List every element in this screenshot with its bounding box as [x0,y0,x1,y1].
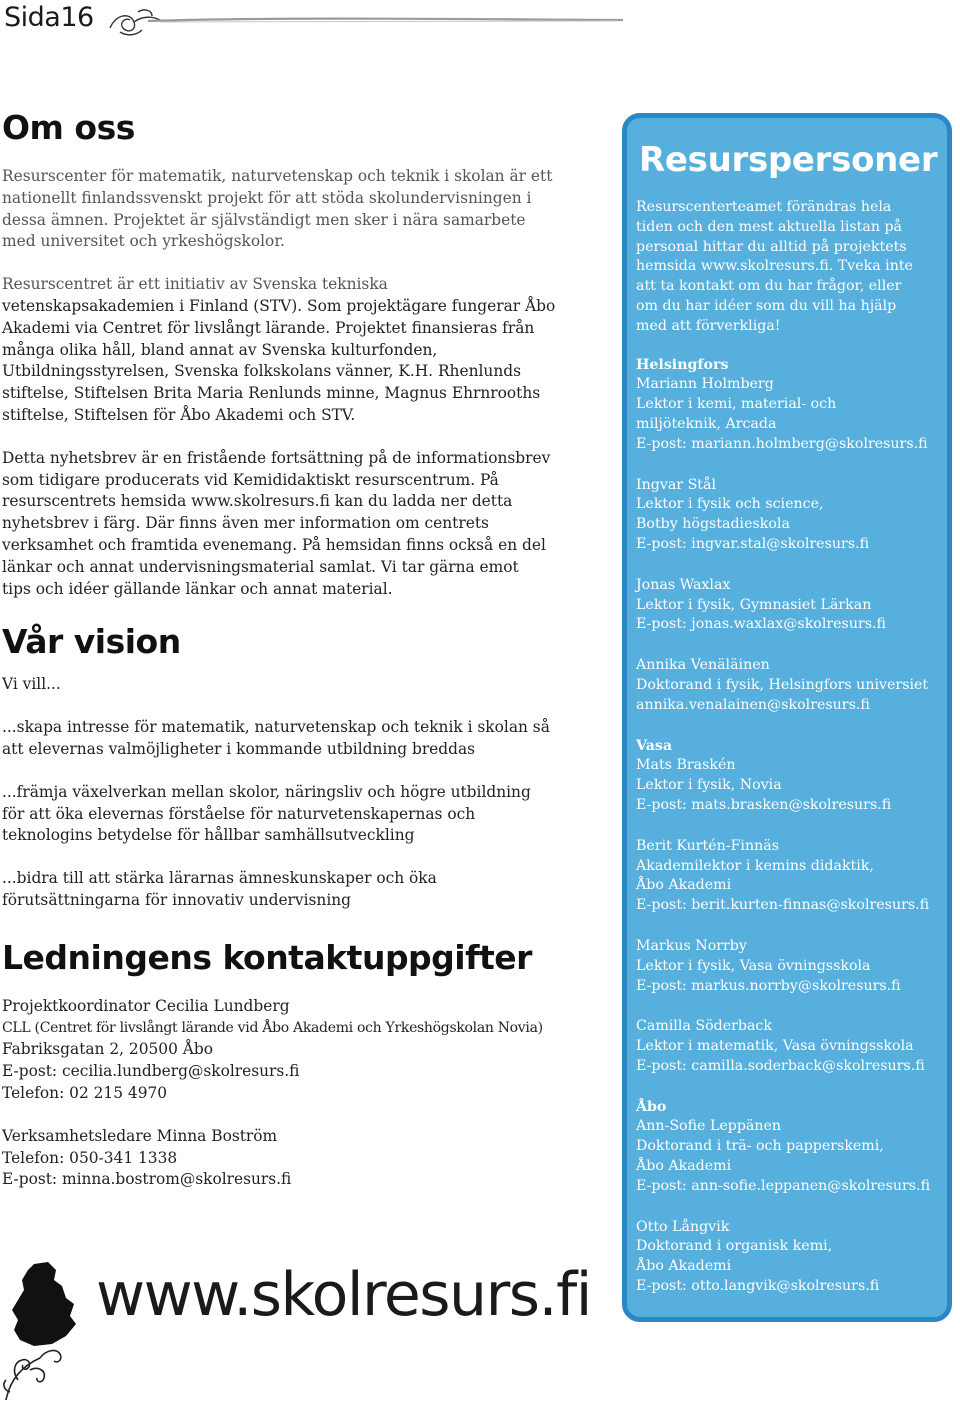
resource-person: Markus Norrby Lektor i fysik, Vasa övningsskola E-post: markus.norrby@skolresurs.fi [636,937,936,996]
email-link[interactable]: E-post: camilla.soderback@skolresurs.fi [636,1057,925,1074]
decorative-vine-icon [0,1340,80,1404]
resource-person: Otto Långvik Doktorand i organisk kemi, Åbo Akademi E-post: otto.langvik@skolresurs.fi [636,1218,936,1297]
resource-person: Helsingfors Mariann Holmberg Lektor i kemi, material- och miljöteknik, Arcada E-post: mariann.holmberg@skolresurs.fi [636,356,936,455]
resource-persons-title: Resurspersoner [639,140,938,180]
resource-person: Berit Kurtén-Finnäs Akademilektor i kemins didaktik, Åbo Akademi E-post: berit.kurten-finnas@skolresurs.fi [636,837,936,916]
manager-contact: Verksamhetsledare Minna Boström Telefon: 050-341 1338 E-post: minna.bostrom@skolresurs.fi [2,1126,598,1191]
email-link[interactable]: E-post: mariann.holmberg@skolresurs.fi [636,435,928,452]
resource-intro: Resurscenterteamet förändras hela tiden och den mest aktuella listan på personal hittar du alltid på projektets hemsida www.skolresurs.fi. Tveka inte att ta kontakt om du har frågor, eller om du har idéer som du vill ha hjälp med att förverkliga! [636,199,913,334]
coordinator-email[interactable]: E-post: cecilia.lundberg@skolresurs.fi [2,1062,300,1081]
contacts-heading: Ledningens kontaktuppgifter [2,937,532,977]
city-heading-helsingfors: Helsingfors [636,356,729,373]
about-paragraph-2: Resurscentret är ett initiativ av Svenska tekniska vetenskapsakademien i Finland (STV). Som projektägare fungerar Åbo Akademi via Centret för livslångt lärande. Projektet finansieras från många olika håll, bland annat av Svenska kulturfonden, Utbildningsstyrelsen, Svenska folkskolans vänner, K.H. Rhenlunds stiftelse, Stiftelsen Brita Maria Renlunds minne, Magnus Ehrnrooths stiftelse, Stiftelsen för Åbo Akademi och STV. [2,275,556,424]
logo-text: www.skolresurs.fi [96,1260,591,1330]
resource-person: Jonas Waxlax Lektor i fysik, Gymnasiet Lärkan E-post: jonas.waxlax@skolresurs.fi [636,576,936,635]
resource-person: Ingvar Stål Lektor i fysik och science, Botby högstadieskola E-post: ingvar.stal@skolresurs.fi [636,476,936,555]
about-paragraph-3: Detta nyhetsbrev är en fristående fortsättning på de informationsbrev som tidigare producerats vid Kemididaktiskt resurscentrum. På resurscentrets hemsida www.skolresurs.fi kan du ladda ner detta nyhetsbrev i färg. Där finns även mer information om centrets verksamhet och framtida evenemang. På hemsidan finns också en del länkar och annat undervisningsmaterial samlat. Vi tar gärna emot tips och idéer gällande länkar och annat material. [2,448,551,598]
finland-map-icon [4,1260,94,1350]
vision-item-1: ...skapa intresse för matematik, naturvetenskap och teknik i skolan så att elevernas valmöjligheter i kommande utbildning breddas [2,718,550,758]
resource-person: Åbo Ann-Sofie Leppänen Doktorand i trä- och papperskemi, Åbo Akademi E-post: ann-sofie.leppanen@skolresurs.fi [636,1098,936,1197]
email-link[interactable]: annika.venalainen@skolresurs.fi [636,696,870,713]
city-heading-vasa: Vasa [636,737,673,754]
decorative-ornament-icon [108,6,628,38]
resource-person: Annika Venäläinen Doktorand i fysik, Helsingfors universiet annika.venalainen@skolresurs.fi [636,656,936,715]
email-link[interactable]: E-post: mats.brasken@skolresurs.fi [636,796,892,813]
vision-item-2: ...främja växelverkan mellan skolor, näringsliv och högre utbildning för att öka elevernas förståelse för naturvetenskapernas och teknologins betydelse för hållbar samhällsutveckling [2,782,531,845]
email-link[interactable]: E-post: ann-sofie.leppanen@skolresurs.fi [636,1177,931,1194]
vision-item-3: ...bidra till att stärka lärarnas ämneskunskaper och öka förutsättningarna för innovativ undervisning [2,869,437,909]
email-link[interactable]: E-post: berit.kurten-finnas@skolresurs.fi [636,897,930,914]
about-paragraph-1: Resurscenter för matematik, naturvetenskap och teknik i skolan är ett nationellt finlandssvenskt projekt för att stöda skolundervisningen i dessa ämnen. Projektet är självständigt men sker i nära samarbete med universitet och yrkeshögskolor. [2,167,553,251]
resource-person: Camilla Söderback Lektor i matematik, Vasa övningsskola E-post: camilla.soderback@skolresurs.fi [636,1017,936,1076]
email-link[interactable]: E-post: markus.norrby@skolresurs.fi [636,977,901,994]
city-heading-abo: Åbo [636,1098,667,1115]
email-link[interactable]: E-post: jonas.waxlax@skolresurs.fi [636,616,887,633]
manager-email[interactable]: E-post: minna.bostrom@skolresurs.fi [2,1170,292,1189]
skolresurs-logo[interactable] [4,1252,599,1342]
vision-intro: Vi vill... [2,675,61,694]
resource-persons-panel [622,113,952,1322]
vision-heading: Vår vision [2,622,181,662]
email-link[interactable]: E-post: ingvar.stal@skolresurs.fi [636,535,870,552]
coordinator-contact: Projektkoordinator Cecilia Lundberg CLL (Centret för livslångt lärande vid Åbo Akademi och Yrkeshögskolan Novia) Fabriksgatan 2, 20500 Åbo E-post: cecilia.lundberg@skolresurs.fi Telefon: 02 215 4970 [2,996,598,1105]
resource-person: Vasa Mats Braskén Lektor i fysik, Novia E-post: mats.brasken@skolresurs.fi [636,737,936,816]
page-number: Sida16 [4,2,94,33]
about-heading: Om oss [2,108,135,147]
email-link[interactable]: E-post: otto.langvik@skolresurs.fi [636,1278,880,1295]
